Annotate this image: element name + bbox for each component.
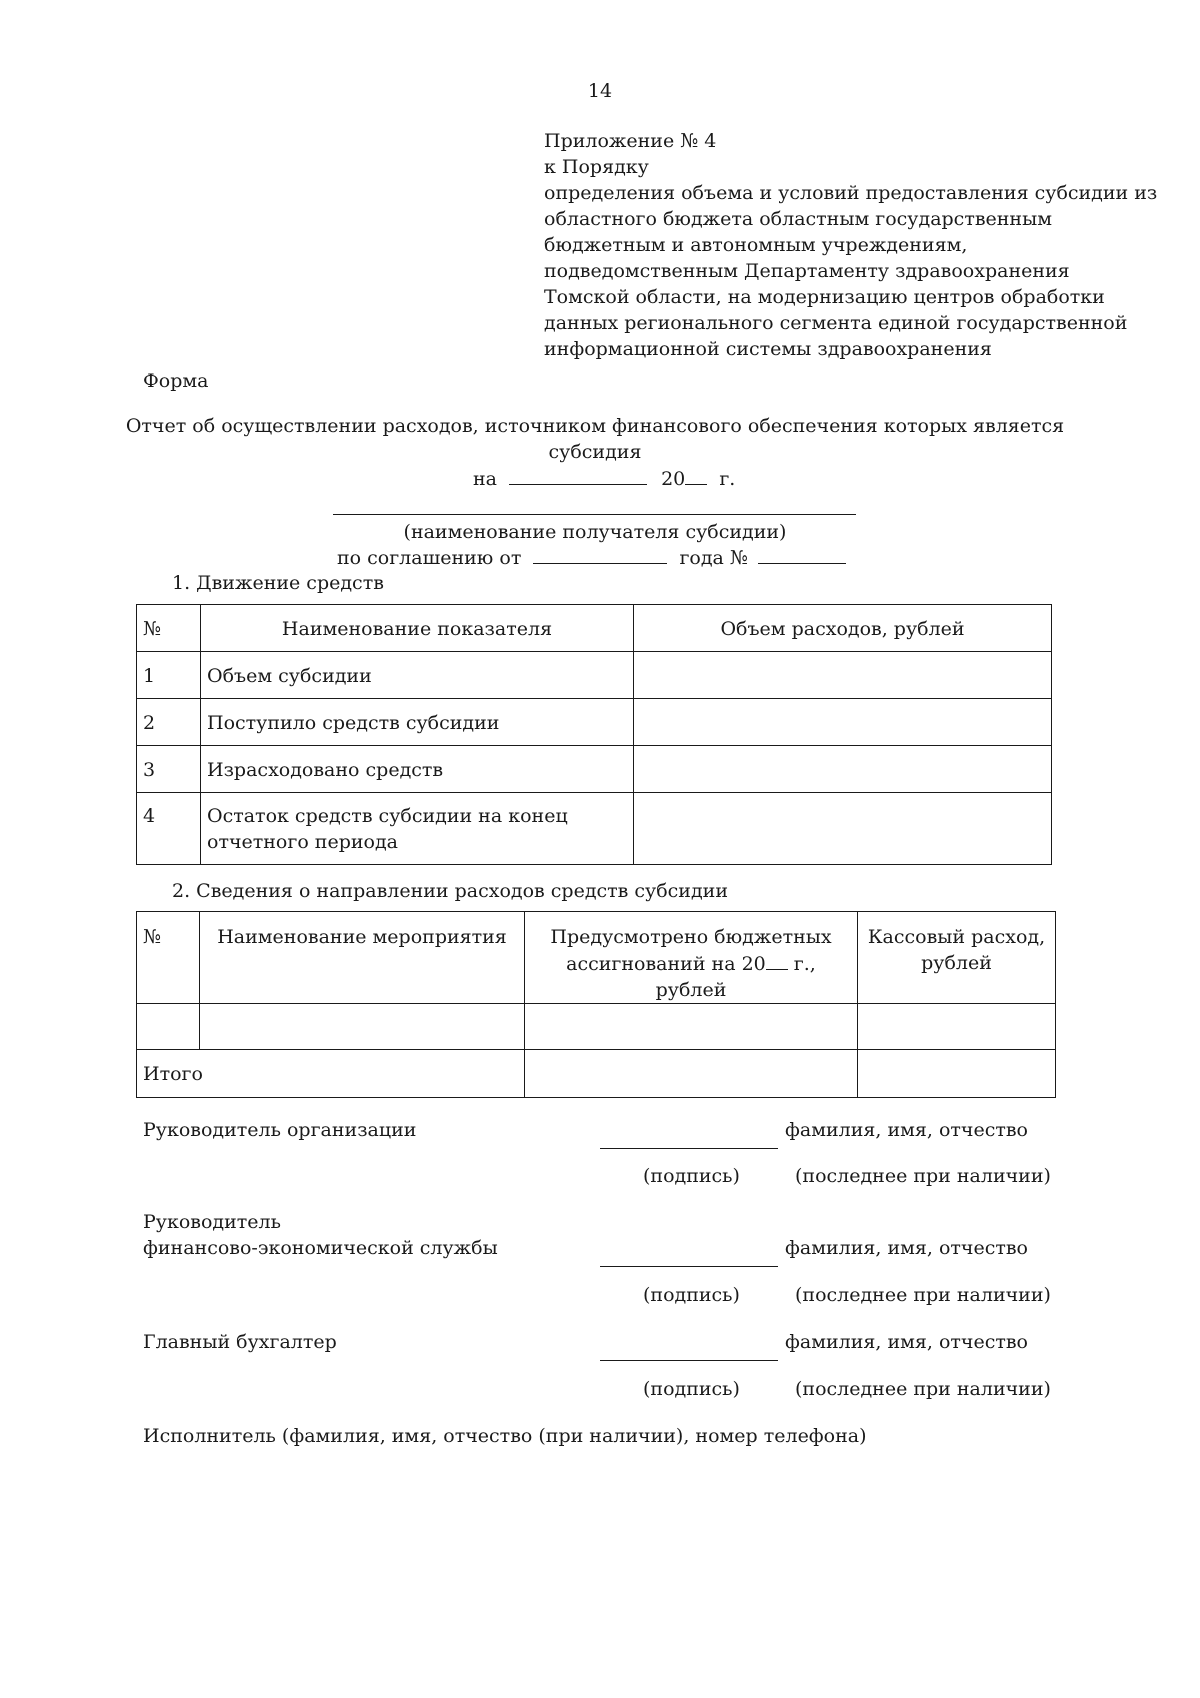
col-header-amount: Объем расходов, рублей: [634, 605, 1052, 652]
funds-movement-table: [136, 604, 1052, 865]
col-header-cash: [858, 912, 1056, 1004]
table-header-row: [137, 912, 1056, 1004]
row-num: 1: [137, 652, 201, 699]
planned-suffix: г., рублей: [655, 953, 816, 1001]
form-label: Форма: [143, 370, 209, 392]
recipient-caption: (наименование получателя субсидии): [403, 521, 787, 543]
date-suffix: г.: [719, 468, 736, 490]
planned-year-blank[interactable]: [766, 950, 788, 970]
row-indicator-line2: отчетного периода: [207, 831, 399, 853]
recipient-blank-line[interactable]: [333, 514, 856, 515]
director-signature-caption: (подпись): [643, 1165, 740, 1187]
total-planned-cell[interactable]: [525, 1050, 858, 1098]
table-row: [137, 1004, 1056, 1050]
report-title-line2: субсидия: [548, 441, 642, 463]
date-blank[interactable]: [509, 465, 647, 485]
finance-head-label-line2: финансово-экономической службы: [143, 1237, 498, 1259]
cell-num[interactable]: [137, 1004, 200, 1050]
table-row: [137, 793, 1052, 865]
row-indicator: Объем субсидии: [201, 652, 634, 699]
section2-title: 2. Сведения о направлении расходов средств субсидии: [172, 880, 728, 902]
date-year: 20: [661, 468, 686, 490]
accountant-label: Главный бухгалтер: [143, 1331, 337, 1353]
row-indicator: [201, 793, 634, 865]
director-signature-line[interactable]: [600, 1148, 778, 1149]
row-amount-cell[interactable]: [634, 793, 1052, 865]
finance-signature-line[interactable]: [600, 1266, 778, 1267]
col-header-cash-line2: рублей: [921, 952, 992, 974]
date-prefix: на: [473, 468, 497, 490]
table-header-row: [137, 605, 1052, 652]
row-num: 2: [137, 699, 201, 746]
page-number: 14: [587, 80, 613, 102]
cell-event[interactable]: [200, 1004, 525, 1050]
table-total-row: [137, 1050, 1056, 1098]
row-amount-cell[interactable]: [634, 652, 1052, 699]
cell-planned[interactable]: [525, 1004, 858, 1050]
row-indicator: Израсходовано средств: [201, 746, 634, 793]
agreement-year: года №: [679, 547, 748, 569]
executor-label: Исполнитель (фамилия, имя, отчество (при наличии), номер телефона): [143, 1425, 867, 1447]
finance-signature-caption: (подпись): [643, 1284, 740, 1306]
agreement-prefix: по соглашению от: [337, 547, 522, 569]
appendix-line: бюджетным и автономным учреждениям,: [544, 234, 968, 256]
director-label: Руководитель организации: [143, 1119, 417, 1141]
row-indicator: Поступило средств субсидии: [201, 699, 634, 746]
appendix-line: информационной системы здравоохранения: [544, 338, 992, 360]
row-num: 3: [137, 746, 201, 793]
row-num: 4: [137, 793, 201, 865]
year-blank[interactable]: [685, 465, 707, 485]
planned-year-prefix: ассигнований на 20: [566, 953, 766, 975]
agreement-line: [337, 544, 846, 571]
col-header-planned-line2: [531, 950, 851, 1003]
appendix-line: областного бюджета областным государственным: [544, 208, 1052, 230]
accountant-signature-line[interactable]: [600, 1360, 778, 1361]
row-amount-cell[interactable]: [634, 746, 1052, 793]
row-amount-cell[interactable]: [634, 699, 1052, 746]
total-label: Итого: [137, 1050, 525, 1098]
appendix-title: Приложение № 4: [544, 130, 717, 152]
appendix-line: к Порядку: [544, 156, 649, 178]
appendix-line: подведомственным Департаменту здравоохранения: [544, 260, 1070, 282]
col-header-planned-line1: Предусмотрено бюджетных: [550, 926, 832, 948]
expense-directions-table: [136, 911, 1056, 1098]
director-patronymic-caption: (последнее при наличии): [795, 1165, 1051, 1187]
report-date-line: [473, 465, 735, 492]
agreement-date-blank[interactable]: [533, 544, 667, 564]
accountant-patronymic-caption: (последнее при наличии): [795, 1378, 1051, 1400]
col-header-planned: [525, 912, 858, 1004]
finance-patronymic-caption: (последнее при наличии): [795, 1284, 1051, 1306]
report-title-line1: Отчет об осуществлении расходов, источником финансового обеспечения которых является: [125, 415, 1065, 437]
col-header-cash-line1: Кассовый расход,: [867, 926, 1046, 948]
row-indicator-line1: Остаток средств субсидии на конец: [207, 805, 568, 827]
col-header-event: Наименование мероприятия: [200, 912, 525, 1004]
total-cash-cell[interactable]: [858, 1050, 1056, 1098]
appendix-line: определения объема и условий предоставления субсидии из: [544, 182, 1158, 204]
appendix-line: данных регионального сегмента единой государственной: [544, 312, 1128, 334]
table-row: [137, 746, 1052, 793]
director-fio-label: фамилия, имя, отчество: [785, 1119, 1028, 1141]
table-row: [137, 652, 1052, 699]
col-header-num: №: [137, 912, 200, 1004]
finance-fio-label: фамилия, имя, отчество: [785, 1237, 1028, 1259]
appendix-block: [544, 128, 1158, 362]
section1-title: 1. Движение средств: [172, 572, 384, 594]
finance-head-label-line1: Руководитель: [143, 1211, 281, 1233]
cell-cash[interactable]: [858, 1004, 1056, 1050]
accountant-signature-caption: (подпись): [643, 1378, 740, 1400]
col-header-num: №: [137, 605, 201, 652]
table-row: [137, 699, 1052, 746]
accountant-fio-label: фамилия, имя, отчество: [785, 1331, 1028, 1353]
col-header-indicator: Наименование показателя: [201, 605, 634, 652]
agreement-number-blank[interactable]: [758, 544, 846, 564]
appendix-line: Томской области, на модернизацию центров обработки: [544, 286, 1105, 308]
